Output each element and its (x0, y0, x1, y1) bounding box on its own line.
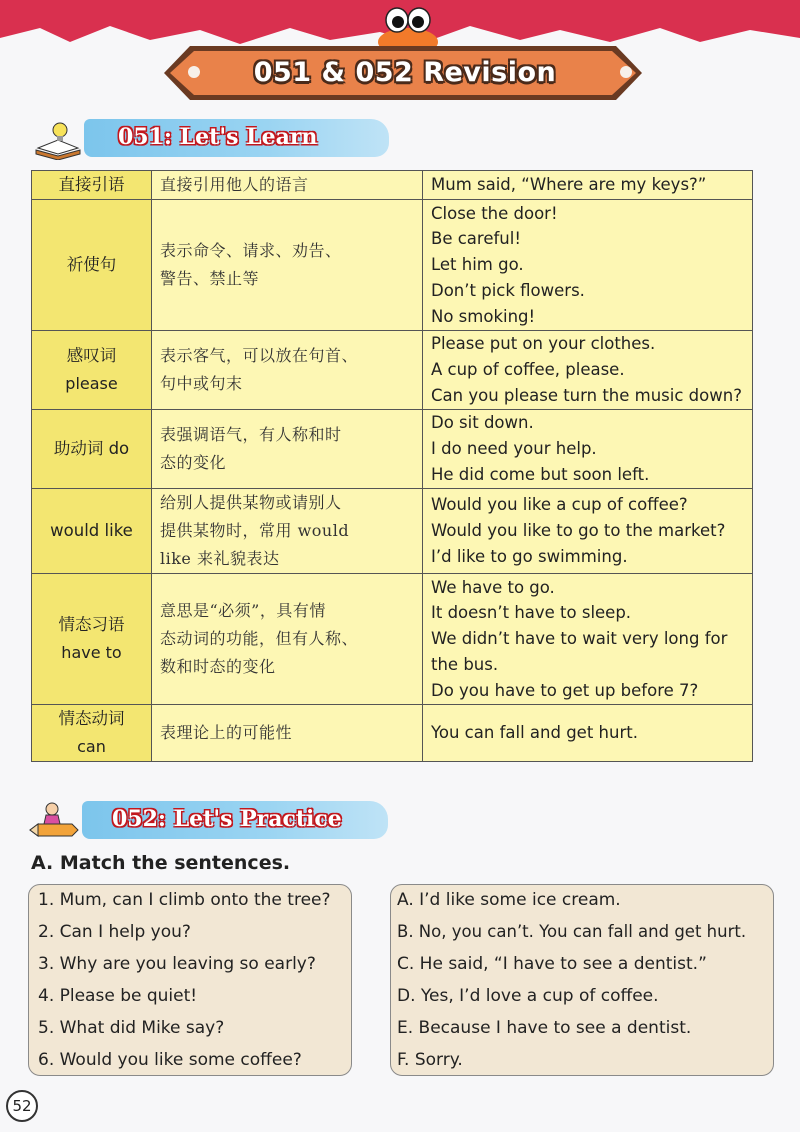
term-cell (32, 489, 152, 574)
question-item: 3. Why are you leaving so early? (38, 954, 316, 974)
term-text: 助动词 do (53, 439, 130, 458)
answer-item: D. Yes, I’d love a cup of coffee. (397, 986, 659, 1006)
term-text: 直接引语 (58, 175, 125, 194)
answer-item: F. Sorry. (397, 1050, 463, 1070)
question-item: 4. Please be quiet! (38, 986, 198, 1006)
answer-item: B. No, you can’t. You can fall and get hurt. (397, 922, 747, 941)
description-text: like 来礼貌表达 (160, 549, 280, 568)
description-text: 数和时态的变化 (160, 657, 276, 676)
book-lightbulb-icon (34, 120, 82, 160)
example-text: Do you have to get up before 7? (431, 680, 699, 700)
answer-item: E. Because I have to see a dentist. (397, 1018, 692, 1038)
term-text: would like (50, 521, 133, 540)
description-cell (152, 705, 423, 762)
description-text: 表示命令、请求、劝告、 (160, 241, 342, 260)
example-text: Close the door! (431, 203, 558, 223)
table-row (32, 574, 753, 705)
term-text: 情态习语 (58, 615, 125, 634)
example-cell (423, 171, 753, 200)
term-subtext: please (65, 374, 118, 393)
example-text: the bus. (431, 654, 499, 674)
question-item: 2. Can I help you? (38, 922, 191, 942)
exercise-heading: A. Match the sentences. (31, 852, 291, 874)
questions-box (28, 884, 352, 1076)
learn-section-title: 051: Let's Learn (118, 124, 318, 150)
table-row (32, 331, 753, 410)
term-subtext: have to (61, 643, 122, 662)
description-cell (152, 410, 423, 489)
example-text: It doesn’t have to sleep. (431, 603, 632, 623)
example-text: Would you like to go to the market? (431, 521, 726, 541)
description-cell (152, 489, 423, 574)
table-row (32, 489, 753, 574)
term-text: 感叹词 (66, 346, 117, 365)
page-number: 52 (12, 1097, 32, 1115)
term-cell (32, 331, 152, 410)
example-cell (423, 705, 753, 762)
description-cell (152, 574, 423, 705)
practice-section-title: 052: Let's Practice (112, 806, 342, 832)
description-text: 警告、禁止等 (160, 269, 260, 288)
description-text: 表强调语气，有人称和时 (160, 425, 342, 444)
description-text: 直接引用他人的语言 (160, 175, 309, 194)
description-text: 表示客气，可以放在句首、 (160, 346, 359, 365)
example-text: He did come but soon left. (431, 464, 650, 484)
description-text: 意思是“必须”，具有情 (160, 601, 326, 620)
example-text: Do sit down. (431, 413, 534, 433)
example-text: Don’t pick flowers. (431, 280, 585, 300)
example-text: We have to go. (431, 577, 555, 597)
table-row (32, 171, 753, 200)
example-cell (423, 574, 753, 705)
example-text: Can you please turn the music down? (431, 385, 742, 405)
answer-item: A. I’d like some ice cream. (397, 890, 621, 910)
term-cell (32, 705, 152, 762)
example-text: Would you like a cup of coffee? (431, 495, 688, 515)
page-title: 051 & 052 Revision (253, 57, 557, 88)
example-text: Be careful! (431, 229, 521, 249)
example-cell (423, 489, 753, 574)
description-text: 提供某物时，常用 would (160, 521, 350, 540)
term-text: 祈使句 (66, 255, 117, 274)
example-cell (423, 331, 753, 410)
example-text: A cup of coffee, please. (431, 360, 625, 380)
example-text: Please put on your clothes. (431, 334, 656, 354)
description-text: 句中或句末 (160, 374, 243, 393)
example-cell (423, 200, 753, 331)
child-on-pencil-icon (28, 800, 80, 840)
description-cell (152, 331, 423, 410)
table-row (32, 705, 753, 762)
answer-item: C. He said, “I have to see a dentist.” (397, 954, 707, 974)
description-text: 给别人提供某物或请别人 (160, 493, 342, 512)
term-cell (32, 410, 152, 489)
example-text: No smoking! (431, 306, 536, 326)
term-text: 情态动词 (58, 709, 125, 728)
term-cell (32, 574, 152, 705)
example-text: We didn’t have to wait very long for (431, 629, 728, 649)
answers-box (390, 884, 774, 1076)
example-text: You can fall and get hurt. (431, 723, 638, 743)
example-text: I do need your help. (431, 439, 597, 459)
table-row (32, 410, 753, 489)
description-text: 态动词的功能，但有人称、 (160, 629, 359, 648)
example-text: Let him go. (431, 255, 524, 275)
description-text: 表理论上的可能性 (160, 723, 293, 742)
description-cell (152, 200, 423, 331)
grammar-table (31, 170, 753, 762)
example-text: Mum said, “Where are my keys?” (431, 175, 707, 195)
description-text: 态的变化 (160, 453, 227, 472)
question-item: 1. Mum, can I climb onto the tree? (38, 890, 331, 910)
question-item: 6. Would you like some coffee? (38, 1050, 302, 1070)
term-cell (32, 171, 152, 200)
term-subtext: can (77, 737, 106, 756)
question-item: 5. What did Mike say? (38, 1018, 225, 1038)
example-text: I’d like to go swimming. (431, 546, 628, 566)
description-cell (152, 171, 423, 200)
example-cell (423, 410, 753, 489)
term-cell (32, 200, 152, 331)
table-row (32, 200, 753, 331)
